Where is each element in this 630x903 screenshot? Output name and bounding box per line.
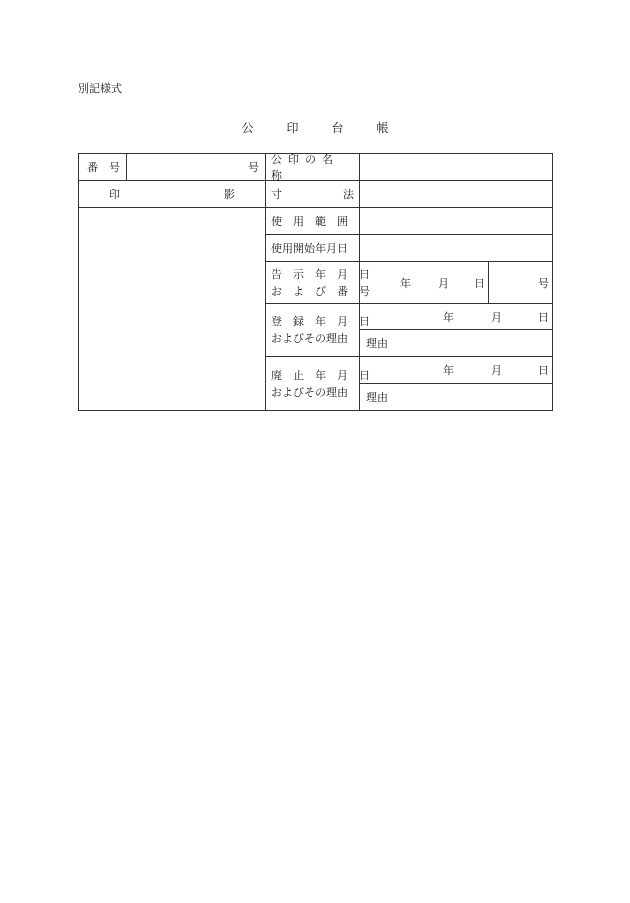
seal-impression-label-right: 影: [224, 188, 235, 201]
notice-label-line1: 告 示 年 月 日: [271, 267, 370, 281]
seal-name-label-cell: [266, 154, 360, 181]
number-label-cell: [79, 154, 127, 181]
dimensions-label-cell: [266, 181, 360, 208]
seal-impression-area[interactable]: [79, 208, 266, 410]
usage-scope-label: 使 用 範 囲: [271, 215, 348, 228]
abolition-year: 年: [443, 364, 454, 377]
notice-month: 月: [438, 276, 449, 290]
registration-month: 月: [491, 310, 502, 324]
title-char: 公: [241, 121, 254, 135]
notice-date-cell[interactable]: [360, 262, 489, 304]
seal-name-label: 公印の名称: [271, 153, 339, 182]
notice-label-cell: [266, 262, 370, 304]
notice-number-cell[interactable]: [489, 262, 553, 304]
form-style-label: 別記様式: [78, 82, 122, 95]
seal-name-value-cell[interactable]: [360, 154, 553, 181]
title-char: 帳: [376, 121, 389, 135]
abolition-reason-cell[interactable]: [360, 384, 553, 410]
number-value-cell[interactable]: [127, 154, 266, 181]
usage-start-label: 使用開始年月日: [271, 242, 348, 255]
number-label: 番 号: [87, 161, 120, 174]
usage-start-value-cell[interactable]: [360, 235, 553, 262]
notice-year: 年: [400, 276, 411, 290]
seal-ledger-table: [78, 153, 553, 411]
dimensions-label-left: 寸: [271, 188, 282, 201]
seal-impression-label-left: 印: [109, 188, 120, 201]
registration-date-cell[interactable]: [360, 304, 553, 330]
registration-label-cell: [266, 304, 370, 357]
notice-label-line2: お よ び 番 号: [271, 284, 370, 298]
registration-reason-cell[interactable]: [360, 330, 553, 357]
usage-scope-label-cell: [266, 208, 360, 235]
notice-number-suffix: 号: [538, 276, 549, 290]
registration-day: 日: [538, 310, 549, 324]
registration-label-line1: 登 録 年 月 日: [271, 315, 370, 328]
usage-start-label-cell: [266, 235, 360, 262]
abolition-month: 月: [491, 364, 502, 377]
abolition-reason-label: 理由: [366, 391, 388, 404]
page-title: [0, 119, 630, 136]
registration-year: 年: [443, 310, 454, 324]
number-suffix: 号: [248, 161, 259, 174]
abolition-label-line1: 廃 止 年 月 日: [271, 368, 370, 382]
registration-label-line2: およびその理由: [271, 332, 348, 345]
title-char: 印: [286, 121, 299, 135]
abolition-day: 日: [538, 364, 549, 377]
notice-day: 日: [474, 276, 485, 290]
registration-reason-label: 理由: [366, 337, 388, 350]
abolition-label-cell: [266, 357, 370, 410]
dimensions-value-cell[interactable]: [360, 181, 553, 208]
dimensions-label-right: 法: [343, 188, 354, 201]
abolition-label-line2: およびその理由: [271, 385, 348, 399]
usage-scope-value-cell[interactable]: [360, 208, 553, 235]
title-char: 台: [331, 121, 344, 135]
abolition-date-cell[interactable]: [360, 357, 553, 384]
seal-impression-label-cell: [79, 181, 266, 208]
